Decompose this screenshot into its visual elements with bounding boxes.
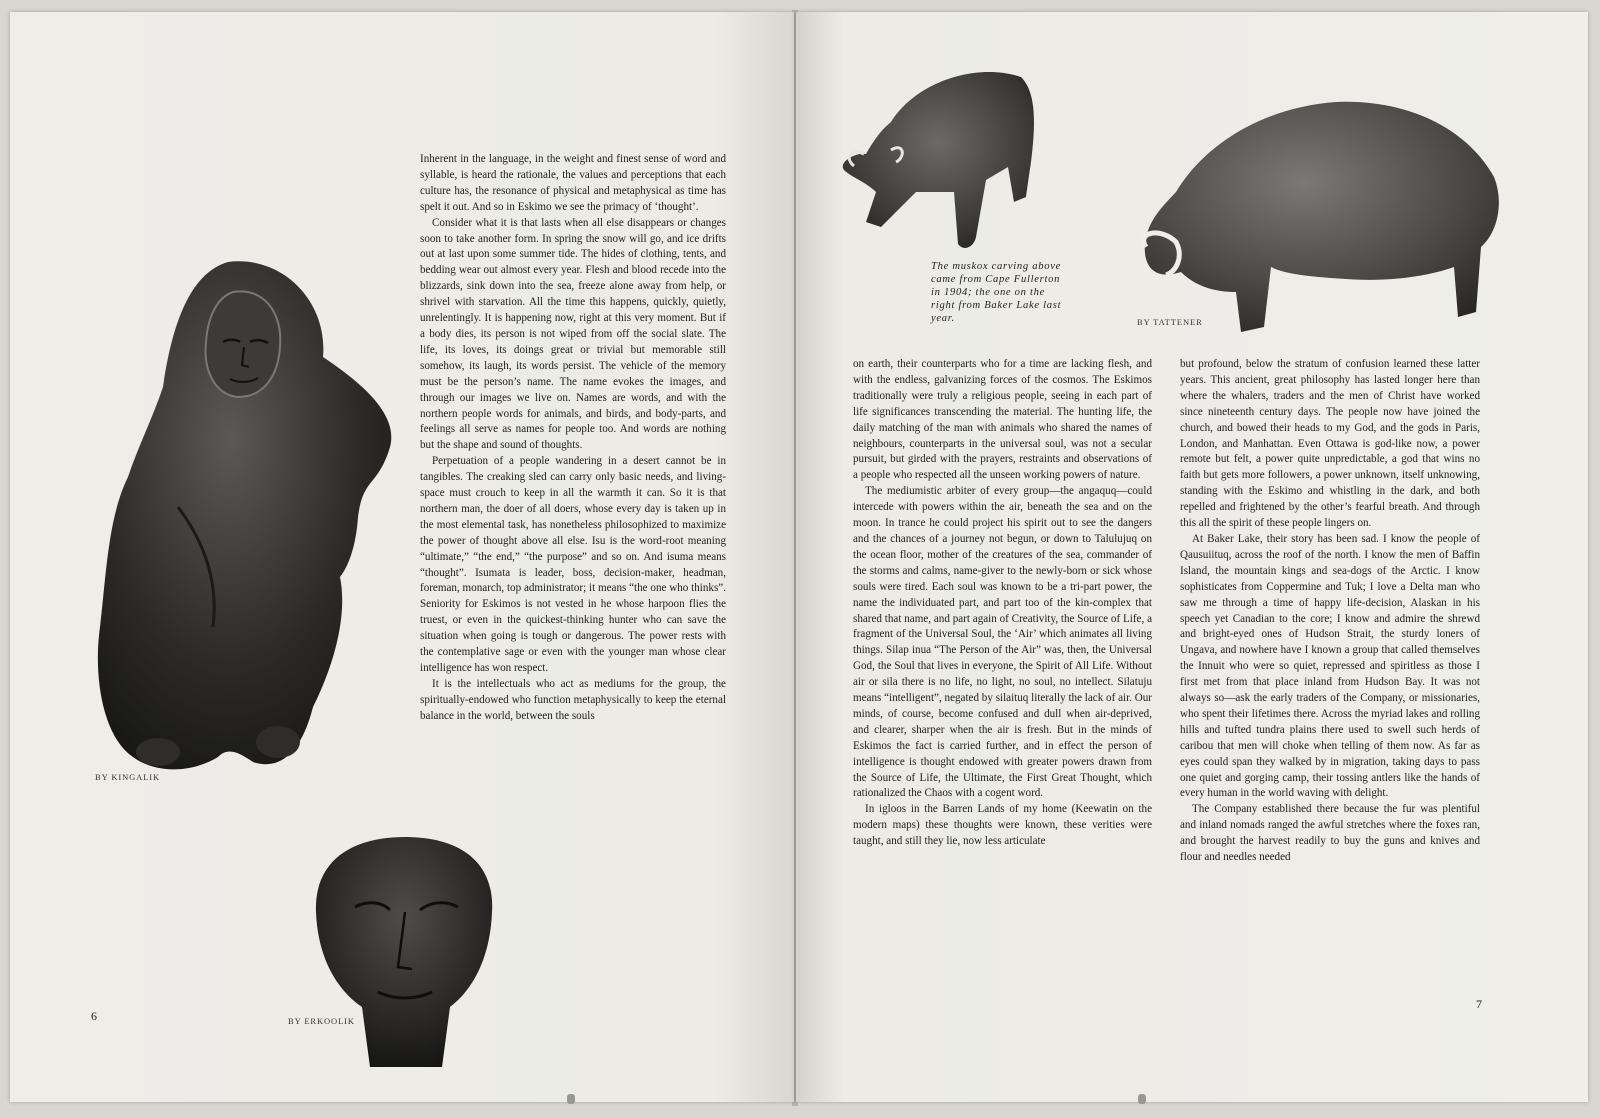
page-number-left: 6 bbox=[91, 1009, 97, 1023]
left-text-column bbox=[420, 152, 726, 725]
page-number-right: 7 bbox=[1476, 997, 1482, 1011]
muskox-credit-tattener: BY TATTENER bbox=[1137, 317, 1203, 327]
paragraph: In igloos in the Barren Lands of my home (Keewatin on the modern maps) these thoughts were known, these verities were taught, and still they lie, now less articulate bbox=[853, 803, 1152, 848]
erkoolik-head-sculpture bbox=[310, 832, 500, 1072]
paragraph: Inherent in the language, in the weight and finest sense of word and syllable, is heard the rationale, the values and perceptions that each culture has, the resonance of physical and metaphysical as time has spelt it out. And so in Eskimo we see the primacy of ‘thought’. bbox=[420, 153, 726, 213]
paragraph: on earth, their counterparts who for a time are lacking flesh, and with the endless, galvanizing forces of the cosmos. The Eskimos traditionally were truly a religious people, seeing in each part of life significances transcending the material. The hunting life, the daily matching of the man with animals who shared the names of neighbours, counterparts in the universal soul, was not a secular pursuit, but girded with the prayers, restraints and observations of a people who respected all the unseen working powers of nature. bbox=[853, 358, 1152, 482]
paragraph: It is the intellectuals who act as mediums for the group, the spiritually-endowed who function metaphysically to keep the eternal balance in the world, between the souls bbox=[420, 677, 726, 722]
right-text-column-1 bbox=[853, 357, 1152, 850]
paragraph: Perpetuation of a people wandering in a desert cannot be in tangibles. The creaking sled can carry only basic needs, and living-space must crouch to keep in all the warmth it can. So it is that northern man, the doer of all doers, whose every day is taken up in the most elemental task, has nonetheless philosophized to maximize the power of thought above all else. Isu is the word-root meaning “ultimate,” “the end,” “the purpose” and so on. And isuma means “thought”. Isumata is leader, boss, decision-maker, headman, foreman, monarch, top administrator; it means “the one who thinks”. Seniority for Eskimos is not vested in he whose harpoon flies the truest, or even in the quickest-thinking hunter who can save the situation when going is tough or dangerous. The power rests with the contemplative sage or even with the younger man whose clear intelligence has won respect. bbox=[420, 455, 726, 674]
staple-left bbox=[567, 1094, 575, 1104]
figure-credit-kingalik: BY KINGALIK bbox=[95, 772, 161, 782]
paragraph: The mediumistic arbiter of every group—the angaquq—could intercede with powers within the air, beneath the sea and on the moon. In trance he could project his spirit out to see the dangers and the chances of a journey not begun, or down to Talulujuq on the ocean floor, mother of the creatures of the sea, commander of the storms and calms, name-giver to the newly-born or sick whose souls were tired. Each soul was known to be a tri-part power, the name the individuated part, and part too of the kin-complex that shared that name, and part again of Creativity, the Source of Life, a fragment of the Universal Soul, the ‘Air’ which animates all living things. Silap inua “The Person of the Air” was, then, the Universal God, the Soul that lives in everyone, the Spirit of All Life. Without air or sila there is no life, no light, no soul, no intellect. Silatuju means “intelligent”, negated by silaituq literally the lack of air. Our minds, of course, become confused and dull when air-deprived, and clearer, sharper when the air is fresh. But in the minds of Eskimos the fact is carried further, and in effect the person of intelligence is thought endowed with greater powers drawn from the Source of Life, the Ultimate, the First Great Thought, which rationalized the Chaos with a cogent word. bbox=[853, 485, 1152, 800]
kingalik-figure-sculpture bbox=[78, 247, 408, 777]
paragraph: Consider what it is that lasts when all else disappears or changes soon to take another form. In spring the snow will go, and ice drifts out at last upon some summer tide. The hides of clothing, tents, and bedding wear out almost every year. Flesh and blood recede into the blizzards, sink down into the sea, freeze alone away from help, or shrivel with starvation. All the time this happens, quickly, quietly, unrelentingly. It is happening now, right at this very moment. But if a body dies, its person is not wiped from off the social slate. The life, its loves, its doings great or trivial but memorable still somehow, its laugh, its words persist. The vehicle of the memory must be the person’s name. The name evokes the images, and through our images we live on. Names are words, and with the northern people words for animals, and birds, and body-parts, and feelings all serve as names for people too. And words are nothing but the shape and sound of thoughts. bbox=[420, 216, 726, 452]
left-page bbox=[10, 12, 794, 1102]
muskox-carving-tattener bbox=[1136, 97, 1516, 337]
right-page bbox=[796, 12, 1588, 1102]
paragraph: but profound, below the stratum of confusion learned these latter years. This ancient, great philosophy has lasted longer here than where the whalers, traders and the men of Christ have worked since nineteenth century days. The people now have joined the church, and bowed their heads to my God, and the gods in Paris, London, and Manhattan. Even Ottawa is god-like now, a power remote but felt, a power quite unpredictable, a god that wins no faith but gets more followers, a power unknown, itself unknowing, standing with the Eskimo and whistling in the dark, and both repelled and frightened by the other’s fearful breath. And through this all the spirit of these people lingers on. bbox=[1180, 358, 1480, 530]
staple-right bbox=[1138, 1094, 1146, 1104]
paragraph: The Company established there because the fur was plentiful and inland nomads ranged the awful stretches where the foxes ran, and brought the harvest readily to buy the guns and knives and flour and needles needed bbox=[1180, 803, 1480, 864]
head-credit-erkoolik: BY ERKOOLIK bbox=[288, 1016, 355, 1026]
right-text-column-2 bbox=[1180, 357, 1480, 866]
muskox-caption: The muskox carving above came from Cape Fullerton in 1904; the one on the right from Baker Lake last year. bbox=[931, 261, 1062, 324]
paragraph: At Baker Lake, their story has been sad. I know the people of Qausuiituq, across the roof of the north. I know the men of Baffin Island, the mountain kings and sea-dogs of the Arctic. I know sophisticates from Coppermine and Tuk; I love a Delta man who saw me through a time of happy life-decision, Alaskan in his speech yet Canadian to the core; I know and admire the shrewd and bright-eyed ones of Hudson Strait, the sturdy loners of Ungava, and nowhere have I known a group that called themselves the Innuit who were so quiet, repressed and spiritless as those I first met from that place inland from Hudson Bay. It was not always so—ask the early traders of the Company, or missionaries, who spent their lifetimes there. Across the myriad lakes and rolling hills and tufted tundra plains there used to swell such herds of caribou that men will choke when telling of them now. As far as eyes could span they walked by in migration, taking days to pass one quiet and gorging camp, their tossing antlers like the hands of every human in the world waving with delight. bbox=[1180, 532, 1480, 800]
muskox-carving-cape-fullerton bbox=[836, 62, 1046, 272]
